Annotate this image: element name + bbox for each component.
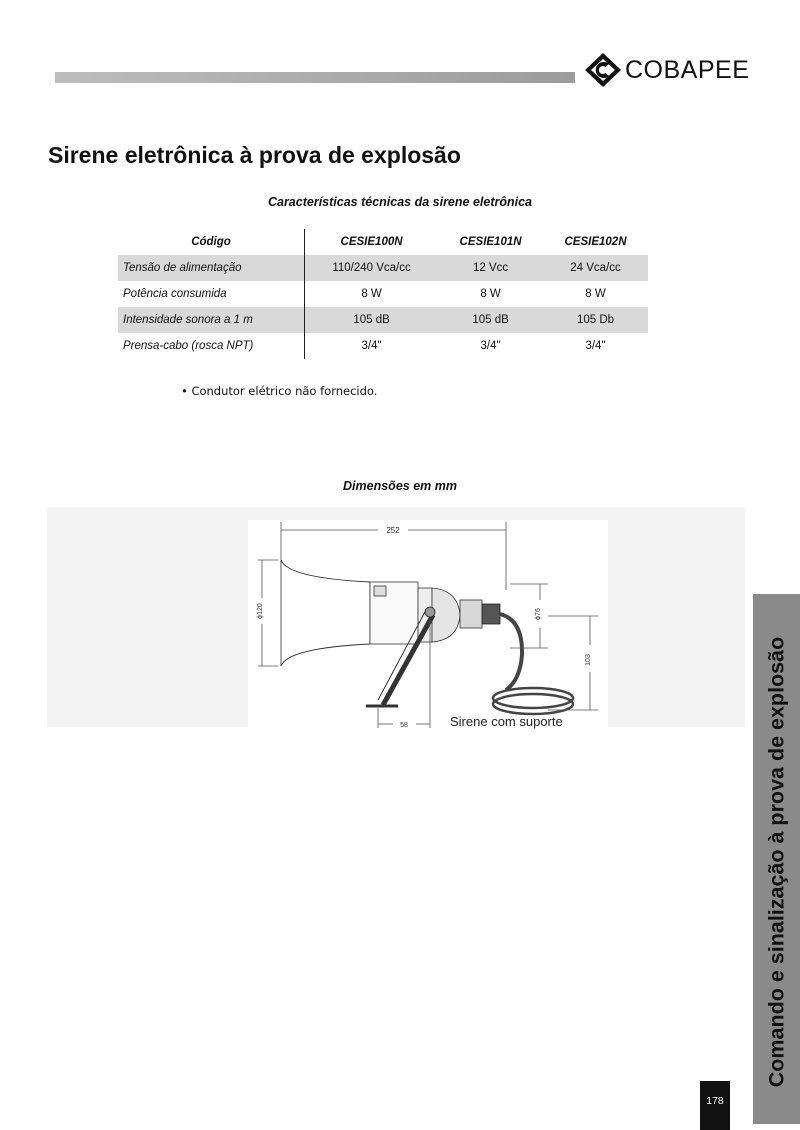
table-cell: 105 dB [438, 307, 543, 333]
brand-name: COBAPEE [625, 55, 750, 84]
spec-table [118, 229, 648, 359]
siren-drawing-svg [248, 520, 608, 730]
table-cell: 110/240 Vca/cc [305, 255, 439, 281]
table-cell: 105 Db [543, 307, 648, 333]
table-header-row [118, 229, 648, 255]
column-header: CESIE101N [459, 236, 522, 248]
dimension-height: 103 [585, 654, 592, 666]
table-cell: 105 dB [305, 307, 439, 333]
table-caption: Características técnicas da sirene eletrônica [267, 195, 533, 209]
table-row [118, 255, 648, 281]
drawing-caption: Sirene com suporte [450, 714, 563, 729]
table-cell: 8 W [585, 288, 606, 300]
table-cell: 3/4" [585, 340, 606, 352]
table-cell: 8 W [480, 288, 501, 300]
row-label: Tensão de alimentação [118, 255, 305, 281]
dimension-mount-diameter: ϕ76 [535, 608, 542, 620]
cobapee-logo-icon [583, 52, 623, 88]
table-row [118, 281, 648, 307]
header-bar [55, 72, 575, 83]
siren-dimension-drawing [248, 520, 608, 730]
table-row [118, 307, 648, 333]
column-header: CESIE100N [340, 236, 403, 248]
dimensions-caption: Dimensões em mm [343, 479, 457, 493]
dimension-length: 252 [386, 526, 400, 535]
table-cell: 24 Vca/cc [543, 255, 648, 281]
table-cell: 3/4" [480, 340, 501, 352]
table-row [118, 333, 648, 359]
dimension-bracket-offset: 58 [400, 722, 408, 729]
note-text: • Condutor elétrico não fornecido. [181, 384, 378, 398]
row-label: Intensidade sonora a 1 m [118, 307, 305, 333]
column-header: CESIE102N [564, 236, 627, 248]
table-cell: 8 W [361, 288, 382, 300]
row-label: Potência consumida [118, 281, 305, 307]
page-title: Sirene eletrônica à prova de explosão [48, 142, 461, 168]
table-cell: 3/4" [361, 340, 382, 352]
brand-logo [583, 52, 749, 88]
row-label: Prensa-cabo (rosca NPT) [118, 333, 305, 359]
table-cell: 12 Vcc [438, 255, 543, 281]
dimension-diameter: ϕ120 [257, 603, 264, 619]
column-header: Código [118, 229, 305, 255]
page-number: 178 [700, 1081, 730, 1130]
section-side-tab-label: Comando e sinalização à prova de explosão [764, 636, 789, 1088]
